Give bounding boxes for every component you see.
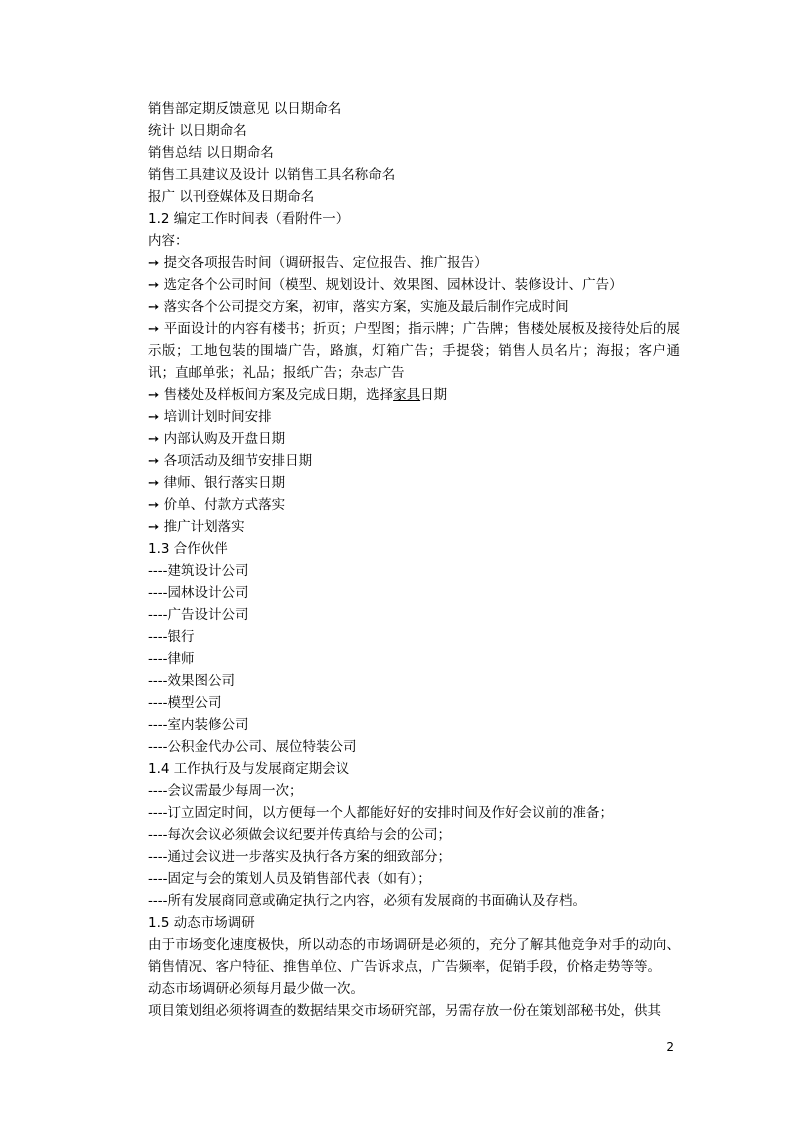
underlined-text: 家具: [393, 387, 421, 403]
list-item: ➙ 选定各个公司时间（模型、规划设计、效果图、园林设计、装修设计、广告）: [148, 277, 623, 293]
meeting-item: ----会议需最少每周一次；: [148, 783, 303, 799]
meeting-item: ----固定与会的策划人员及销售部代表（如有）；: [148, 871, 431, 887]
text-line: 报广 以刊登媒体及日期命名: [148, 189, 315, 205]
list-item: ➙ 价单、付款方式落实: [148, 497, 286, 513]
list-item-text: ➙ 售楼处及样板间方案及完成日期，选择: [148, 387, 394, 403]
section-heading-1-2: 1.2 编定工作时间表（看附件一）: [148, 211, 350, 227]
paragraph: 由于市场变化速度极快，所以动态的市场调研是必须的，充分了解其他竞争对手的动向、销售情况、客户特征、推售单位、广告诉求点，广告频率，促销手段，价格走势等等。: [148, 937, 680, 975]
text-line: 内容：: [148, 233, 189, 249]
partner-item: ----公积金代办公司、展位特装公司: [148, 739, 357, 755]
partner-item: ----室内装修公司: [148, 717, 249, 733]
page-number: 2: [666, 1040, 674, 1054]
meeting-item: ----订立固定时间，以方便每一个人都能好好的安排时间及作好会议前的准备；: [148, 805, 613, 821]
text-line: 统计 以日期命名: [148, 123, 247, 139]
paragraph: 动态市场调研必须每月最少做一次。: [148, 981, 364, 997]
paragraph: 项目策划组必须将调查的数据结果交市场研究部，另需存放一份在策划部秘书处，供其: [148, 1003, 661, 1019]
list-item: ➙ 各项活动及细节安排日期: [148, 453, 313, 469]
section-heading-1-4: 1.4 工作执行及与发展商定期会议: [148, 761, 350, 777]
meeting-item: ----每次会议必须做会议纪要并传真给与会的公司；: [148, 827, 451, 843]
partner-item: ----广告设计公司: [148, 607, 249, 623]
text-line: 销售部定期反馈意见 以日期命名: [148, 101, 342, 117]
partner-item: ----银行: [148, 629, 195, 645]
list-item-text: 日期: [420, 387, 448, 403]
list-item: ➙ 落实各个公司提交方案，初审，落实方案，实施及最后制作完成时间: [148, 299, 569, 315]
list-item: ➙ 提交各项报告时间（调研报告、定位报告、推广报告）: [148, 255, 488, 271]
text-line: 销售总结 以日期命名: [148, 145, 274, 161]
body-text: [120, 98, 680, 1022]
list-item: ➙ 培训计划时间安排: [148, 409, 272, 425]
partner-item: ----建筑设计公司: [148, 563, 249, 579]
section-heading-1-3: 1.3 合作伙伴: [148, 541, 228, 557]
text-line: 销售工具建议及设计 以销售工具名称命名: [148, 167, 396, 183]
section-heading-1-5: 1.5 动态市场调研: [148, 915, 255, 931]
meeting-item: ----所有发展商同意或确定执行之内容，必须有发展商的书面确认及存档。: [148, 893, 586, 909]
list-item: ➙ 推广计划落实: [148, 519, 245, 535]
partner-item: ----模型公司: [148, 695, 222, 711]
partner-item: ----园林设计公司: [148, 585, 249, 601]
list-item-paragraph: ➙ 平面设计的内容有楼书；折页；户型图；指示牌；广告牌；售楼处展板及接待处后的展示版；工地包装的围墙广告，路旗，灯箱广告；手提袋；销售人员名片；海报；客户通讯；直邮单张；礼品；报纸广告；杂志广告: [148, 321, 680, 381]
list-item: [120, 384, 680, 406]
partner-item: ----律师: [148, 651, 195, 667]
list-item: ➙ 律师、银行落实日期: [148, 475, 286, 491]
list-item: ➙ 内部认购及开盘日期: [148, 431, 286, 447]
meeting-item: ----通过会议进一步落实及执行各方案的细致部分；: [148, 849, 451, 865]
partner-item: ----效果图公司: [148, 673, 235, 689]
